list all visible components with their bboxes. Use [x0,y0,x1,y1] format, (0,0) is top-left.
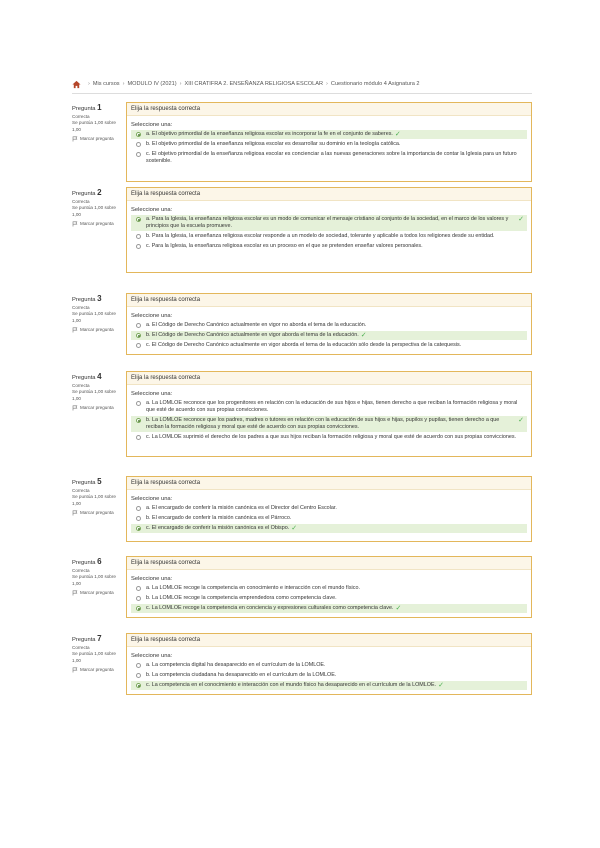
breadcrumb-item-my-courses[interactable]: Mis cursos [92,81,120,87]
answer-option-text: a. El Código de Derecho Canónico actualmente en vigor no aborda el tema de la educación. [146,322,367,328]
flag-icon [72,221,78,227]
question-number [72,633,122,645]
question-text: Elija la respuesta correcta [127,477,531,490]
question-status: Correcta [72,487,90,493]
answer-option[interactable] [131,681,527,690]
answer-option[interactable] [131,416,527,432]
question-status: Correcta [72,382,90,388]
question-score: Se puntúa 1,00 sobre 1,00 [72,494,116,506]
question-status: Correcta [72,644,90,650]
question-score: Se puntúa 1,00 sobre 1,00 [72,574,116,586]
answer-option[interactable] [131,215,527,231]
question-score: Se puntúa 1,00 sobre 1,00 [72,311,116,323]
answer-prompt: Seleccione una: [131,207,173,213]
question-content [126,187,532,273]
question-score: Se puntúa 1,00 sobre 1,00 [72,651,116,663]
question-3 [72,293,532,355]
breadcrumb-item-course[interactable]: XIII CRATIFRA 2. ENSEÑANZA RELIGIOSA ESCOLAR [184,81,324,87]
question-number [72,293,122,305]
answer-option-text: b. La LOMLOE recoge la competencia emprendedora como competencia clave. [146,595,337,601]
answer-option[interactable] [131,242,527,251]
breadcrumb-separator: › [326,81,328,87]
radio-button[interactable] [136,606,141,611]
question-number-value: 4 [97,372,102,381]
answer-option[interactable] [131,232,527,241]
question-number-value: 5 [97,477,102,486]
answer-prompt: Seleccione una: [131,653,173,659]
question-text: Elija la respuesta correcta [127,103,531,116]
answer-option-text: a. La competencia digital ha desaparecido en el currículum de la LOMLOE. [146,662,326,668]
answer-block [127,201,531,256]
answer-prompt: Seleccione una: [131,391,173,397]
question-text: Elija la respuesta correcta [127,557,531,570]
breadcrumb-separator: › [179,81,182,87]
question-5 [72,476,532,542]
breadcrumb [72,78,532,90]
flag-icon [72,327,78,333]
check-icon: ✓ [395,605,402,612]
question-number-value: 3 [97,294,102,303]
question-number-value: 1 [97,103,102,112]
question-status: Correcta [72,304,90,310]
answer-option-text: a. El objetivo primordial de la enseñanza religiosa escolar es incorporar la fe en el conjunto de saberes. [146,131,393,137]
answer-block [127,307,531,355]
question-text: Elija la respuesta correcta [127,634,531,647]
question-number [72,187,122,199]
question-content [126,102,532,182]
answer-option-text: c. Para la Iglesia, la enseñanza religiosa escolar es un proceso en el que se pretenden enseñar valores personales. [146,243,423,249]
check-icon: ✓ [291,525,298,532]
question-number-value: 2 [97,188,102,197]
question-info [72,371,122,411]
home-icon[interactable] [72,80,81,89]
radio-button[interactable] [136,435,141,440]
flag-question-button[interactable] [72,667,122,674]
question-7 [72,633,532,695]
question-info [72,187,122,227]
question-label: Pregunta [72,191,96,197]
radio-button[interactable] [136,234,141,239]
answer-option[interactable] [131,584,527,593]
question-label: Pregunta [72,637,96,643]
question-content [126,371,532,457]
question-content [126,633,532,695]
question-label: Pregunta [72,297,96,303]
flag-icon [72,405,78,411]
answer-prompt: Seleccione una: [131,313,173,319]
answer-prompt: Seleccione una: [131,122,173,128]
question-content [126,476,532,542]
flag-question-label: Marcar pregunta [80,404,114,410]
answer-option-text: b. El objetivo primordial de la enseñanza religiosa escolar es desarrollar su dominio en la teología católica. [146,141,401,147]
answer-option-text: c. El Código de Derecho Canónico actualmente en vigor aborda el tema de la educación sólo desde la perspectiva de la catequesis. [146,342,462,348]
flag-question-label: Marcar pregunta [80,220,114,226]
flag-icon [72,510,78,516]
flag-question-label: Marcar pregunta [80,589,114,595]
answer-option[interactable] [131,604,527,613]
question-number-value: 7 [97,634,102,643]
question-score: Se puntúa 1,00 sobre 1,00 [72,120,116,132]
question-4 [72,371,532,457]
radio-button[interactable] [136,132,141,137]
answer-option[interactable] [131,671,527,680]
breadcrumb-item-module[interactable]: MODULO IV (2021) [127,81,177,87]
answer-option[interactable] [131,331,527,340]
radio-button[interactable] [136,418,141,423]
question-2 [72,187,532,273]
question-label: Pregunta [72,375,96,381]
radio-button[interactable] [136,673,141,678]
flag-question-button[interactable] [72,510,122,517]
flag-question-label: Marcar pregunta [80,135,114,141]
answer-option-text: b. El Código de Derecho Canónico actualmente en vigor aborda el tema de la educación. [146,332,359,338]
question-1 [72,102,532,182]
question-info [72,476,122,516]
question-info [72,556,122,596]
question-status: Correcta [72,113,90,119]
radio-button[interactable] [136,526,141,531]
answer-prompt: Seleccione una: [131,576,173,582]
answer-option[interactable] [131,341,527,350]
answer-option-text: b. La competencia ciudadana ha desaparecido en el currículum de la LOMLOE. [146,672,337,678]
radio-button[interactable] [136,323,141,328]
question-number [72,556,122,568]
answer-block [127,647,531,695]
flag-question-button[interactable] [72,136,122,143]
answer-option[interactable] [131,399,527,415]
answer-option-text: a. El encargado de conferir la misión canónica es el Director del Centro Escolar. [146,505,337,511]
check-icon: ✓ [360,332,367,339]
question-score: Se puntúa 1,00 sobre 1,00 [72,389,116,401]
answer-option[interactable] [131,514,527,523]
question-score: Se puntúa 1,00 sobre 1,00 [72,205,116,217]
radio-button[interactable] [136,244,141,249]
question-label: Pregunta [72,560,96,566]
answer-block [127,385,531,447]
answer-option-text: c. El encargado de conferir la misión canónica es el Obispo. [146,525,290,531]
question-text: Elija la respuesta correcta [127,294,531,307]
answer-option[interactable] [131,594,527,603]
question-6 [72,556,532,618]
check-icon: ✓ [518,417,524,424]
answer-option[interactable] [131,150,527,166]
question-status: Correcta [72,567,90,573]
answer-option[interactable] [131,433,527,442]
radio-button[interactable] [136,516,141,521]
radio-button[interactable] [136,142,141,147]
question-content [126,293,532,355]
check-icon: ✓ [394,131,401,138]
flag-question-button[interactable] [72,405,122,412]
question-number-value: 6 [97,557,102,566]
answer-option-text: a. La LOMLOE recoge la competencia en conocimiento e interacción con el mundo físico. [146,585,360,591]
question-info [72,293,122,333]
breadcrumb-divider [72,93,532,94]
breadcrumb-separator: › [88,81,90,87]
answer-option-text: c. La LOMLOE suprimió el derecho de los padres a que sus hijos reciban la formación religiosa y moral que esté de acuerdo con sus propias convicciones. [146,434,517,440]
question-info [72,102,122,142]
radio-button[interactable] [136,217,141,222]
question-info [72,633,122,673]
answer-block [127,116,531,171]
answer-option-text: c. El objetivo primordial de la enseñanza religiosa escolar es concienciar a las nuevas generaciones sobre la importancia de contar la Iglesia para un futuro sostenible. [146,151,517,164]
answer-option[interactable] [131,130,527,139]
question-number [72,371,122,383]
radio-button[interactable] [136,586,141,591]
flag-icon [72,590,78,596]
radio-button[interactable] [136,152,141,157]
radio-button[interactable] [136,596,141,601]
check-icon: ✓ [518,216,524,223]
question-label: Pregunta [72,480,96,486]
answer-option-text: b. La LOMLOE reconoce que los padres, madres o tutores en relación con la educación de sus hijos e hijas, pupilos y pupilas, tienen derecho a que reciban la formación religiosa y moral que esté de acuerdo con sus propias convicciones. [146,417,500,430]
flag-icon [72,667,78,673]
flag-question-label: Marcar pregunta [80,509,114,515]
answer-option-text: c. La LOMLOE recoge la competencia en conciencia y expresiones culturales como competencia clave. [146,605,394,611]
answer-option[interactable] [131,524,527,533]
radio-button[interactable] [136,401,141,406]
answer-option-text: c. La competencia en el conocimiento e interacción con el mundo físico ha desaparecido en el currículum de la LOMLOE. [146,682,437,688]
answer-block [127,490,531,538]
flag-question-button[interactable] [72,327,122,334]
radio-button[interactable] [136,333,141,338]
answer-option[interactable] [131,140,527,149]
answer-option-text: a. Para la Iglesia, la enseñanza religiosa escolar es un modo de comunicar el mensaje cristiano al conjunto de la sociedad, en el marco de los valores y principios que la escuela promueve. [146,216,509,229]
answer-option-text: b. El encargado de conferir la misión canónica es el Párroco. [146,515,292,521]
flag-question-button[interactable] [72,221,122,228]
flag-question-label: Marcar pregunta [80,326,114,332]
question-text: Elija la respuesta correcta [127,188,531,201]
answer-option[interactable] [131,661,527,670]
check-icon: ✓ [438,682,444,689]
answer-option[interactable] [131,321,527,330]
answer-option-text: a. La LOMLOE reconoce que los progenitores en relación con la educación de sus hijos e hijas, tienen derecho a que reciban la formación religiosa y moral que esté de acuerdo con sus propias convicciones. [146,400,518,413]
question-status: Correcta [72,198,90,204]
answer-prompt: Seleccione una: [131,496,173,502]
flag-icon [72,136,78,142]
question-number [72,102,122,114]
question-label: Pregunta [72,106,96,112]
radio-button[interactable] [136,343,141,348]
question-number [72,476,122,488]
breadcrumb-separator: › [122,81,125,87]
flag-question-button[interactable] [72,590,122,597]
radio-button[interactable] [136,683,141,688]
answer-block [127,570,531,618]
answer-option-text: b. Para la Iglesia, la enseñanza religiosa escolar responde a un modelo de sociedad, tolerante y aplicable a todos los religiones desde su entidad. [146,233,495,239]
question-text: Elija la respuesta correcta [127,372,531,385]
answer-option[interactable] [131,504,527,513]
question-content [126,556,532,618]
breadcrumb-item-quiz[interactable]: Cuestionario módulo 4 Asignatura 2 [330,81,420,87]
radio-button[interactable] [136,506,141,511]
radio-button[interactable] [136,663,141,668]
flag-question-label: Marcar pregunta [80,666,114,672]
